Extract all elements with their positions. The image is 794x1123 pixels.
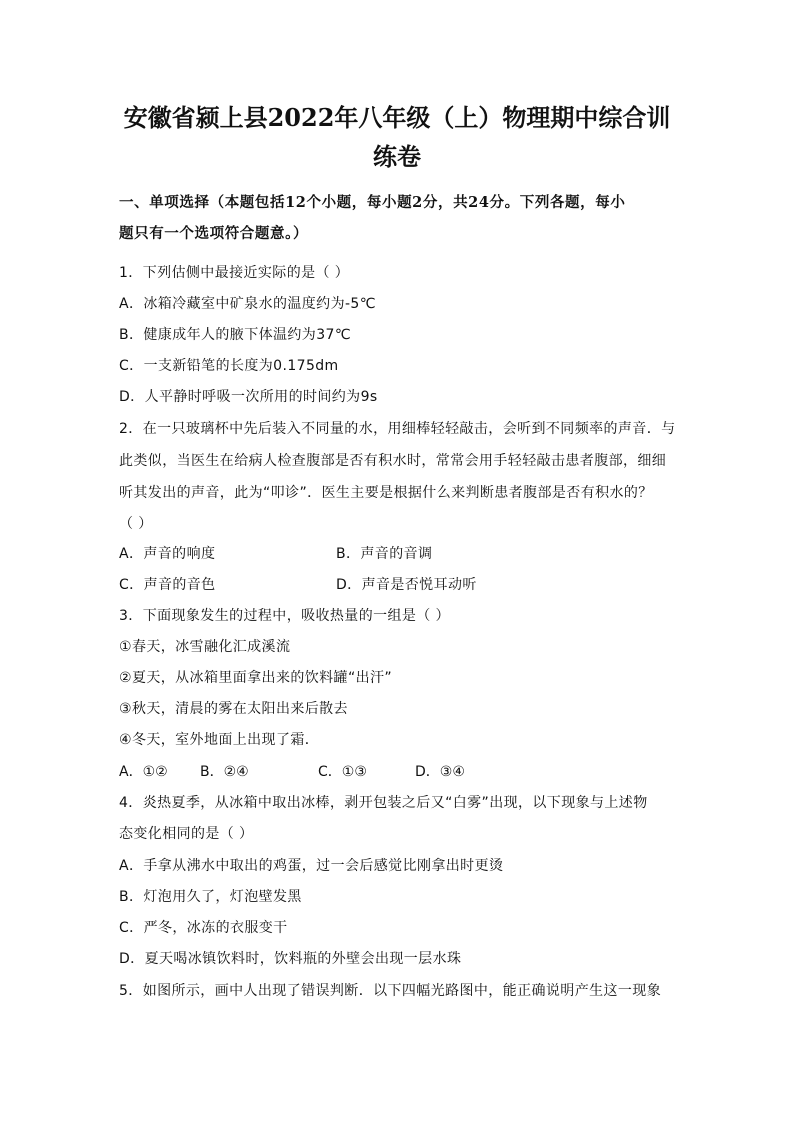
- q3-statement-3: ③秋天，清晨的雾在太阳出来后散去: [119, 701, 348, 717]
- q1-option-a: A．冰箱冷藏室中矿泉水的温度约为-5℃: [119, 296, 376, 312]
- q2-option-b: B．声音的音调: [336, 546, 433, 562]
- q4-option-b: B．灯泡用久了，灯泡壁发黑: [119, 889, 302, 905]
- q2-stem-line1: 2．在一只玻璃杯中先后装入不同量的水，用细棒轻轻敲击，会听到不同频率的声音．与: [119, 421, 676, 437]
- q3-option-c: C．①③: [318, 764, 367, 780]
- q2-stem-line2: 此类似，当医生在给病人检查腹部是否有积水时，常常会用手轻轻敲击患者腹部，细细: [119, 453, 667, 469]
- q2-stem-line3: 听其发出的声音，此为“叩诊”．医生主要是根据什么来判断患者腹部是否有积水的？: [119, 485, 653, 501]
- q3-option-b: B．②④: [200, 764, 249, 780]
- section-heading-line2: 题只有一个选项符合题意。）: [119, 225, 309, 242]
- q4-option-c: C．严冬，冰冻的衣服变干: [119, 920, 288, 936]
- q2-option-a: A．声音的响度: [119, 546, 216, 562]
- q5-stem-line1: 5．如图所示，画中人出现了错误判断．以下四幅光路图中，能正确说明产生这一现象: [119, 983, 662, 999]
- q1-stem: 1．下列估侧中最接近实际的是（ ）: [119, 265, 350, 281]
- doc-title-line1: 安徽省颍上县2022年八年级（上）物理期中综合训: [123, 103, 671, 132]
- section-heading-line1: 一、单项选择（本题包括12个小题，每小题2分，共24分。下列各题，每小: [119, 194, 626, 211]
- q2-option-d: D．声音是否悦耳动听: [336, 577, 477, 593]
- doc-title-line2: 练卷: [373, 142, 421, 171]
- q3-stem: 3．下面现象发生的过程中，吸收热量的一组是（ ）: [119, 608, 450, 624]
- q3-statement-4: ④冬天，室外地面上出现了霜．: [119, 732, 320, 748]
- q3-statement-1: ①春天，冰雪融化汇成溪流: [119, 639, 291, 655]
- q2-option-c: C．声音的音色: [119, 577, 216, 593]
- q1-option-b: B．健康成年人的腋下体温约为37℃: [119, 327, 351, 343]
- q3-statement-2: ②夏天，从冰箱里面拿出来的饮料罐“出汗”: [119, 670, 393, 686]
- q2-stem-line4: （ ）: [119, 516, 153, 532]
- q4-stem-line2: 态变化相同的是（ ）: [119, 826, 254, 842]
- q4-stem-line1: 4．炎热夏季，从冰箱中取出冰棒，剥开包装之后又“白雾”出现，以下现象与上述物: [119, 795, 648, 811]
- q1-option-d: D．人平静时呼吸一次所用的时间约为9s: [119, 389, 378, 405]
- q3-option-a: A．①②: [119, 764, 168, 780]
- q4-option-a: A．手拿从沸水中取出的鸡蛋，过一会后感觉比刚拿出时更烫: [119, 858, 504, 874]
- q1-option-c: C．一支新铅笔的长度为0.175dm: [119, 358, 339, 374]
- q3-option-d: D．③④: [415, 764, 465, 780]
- q4-option-d: D．夏天喝冰镇饮料时，饮料瓶的外壁会出现一层水珠: [119, 951, 462, 967]
